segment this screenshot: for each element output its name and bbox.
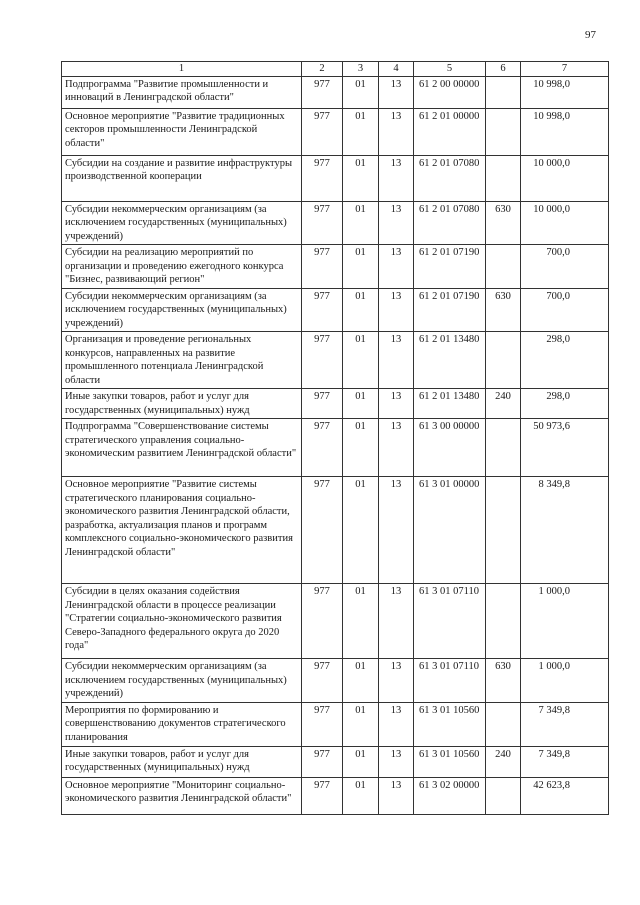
row-code-target: 61 2 01 07190 [414,288,486,332]
row-name: Основное мероприятие "Развитие системы стратегического планирования социально-экономического развития Ленинградской области, разработка, актуализация планов и программ комплексного социально-экономического развития Ленинградской области" [62,477,302,584]
table-body [62,62,609,815]
row-code-subsection: 13 [379,659,414,703]
table-row [62,389,609,419]
table-row [62,288,609,332]
row-code-section: 01 [343,108,379,155]
row-code-type [486,702,521,746]
table-row [62,155,609,201]
row-amount: 10 000,0 [521,201,609,245]
table-row [62,76,609,108]
row-code-type [486,155,521,201]
row-amount: 1 000,0 [521,659,609,703]
row-code-type: 630 [486,288,521,332]
row-name: Субсидии некоммерческим организациям (за исключением государственных (муниципальных) учреждений) [62,659,302,703]
row-name: Подпрограмма "Развитие промышленности и инноваций в Ленинградской области" [62,76,302,108]
row-code-admin: 977 [302,702,343,746]
table-header-row [62,62,609,77]
row-code-admin: 977 [302,419,343,477]
row-code-admin: 977 [302,746,343,777]
page-number: 97 [585,29,596,41]
row-code-subsection: 13 [379,419,414,477]
row-name: Субсидии некоммерческим организациям (за исключением государственных (муниципальных) учреждений) [62,288,302,332]
row-code-section: 01 [343,584,379,659]
row-code-target: 61 3 01 00000 [414,477,486,584]
row-code-type [486,332,521,389]
row-code-admin: 977 [302,477,343,584]
row-code-target: 61 3 01 10560 [414,746,486,777]
row-code-section: 01 [343,777,379,814]
table-row [62,419,609,477]
row-code-target: 61 3 02 00000 [414,777,486,814]
row-code-target: 61 2 01 07190 [414,245,486,289]
row-amount: 42 623,8 [521,777,609,814]
row-code-subsection: 13 [379,777,414,814]
table-row [62,477,609,584]
row-code-admin: 977 [302,332,343,389]
row-code-target: 61 3 01 07110 [414,659,486,703]
row-code-target: 61 2 01 13480 [414,389,486,419]
row-code-subsection: 13 [379,245,414,289]
row-code-target: 61 2 00 00000 [414,76,486,108]
table-row [62,245,609,289]
row-code-target: 61 2 01 00000 [414,108,486,155]
table-row [62,702,609,746]
row-code-section: 01 [343,659,379,703]
table-row [62,584,609,659]
row-name: Субсидии в целях оказания содействия Ленинградской области в процессе реализации "Стратегии социально-экономического развития Северо-Западного федерального округа до 2020 года" [62,584,302,659]
row-code-admin: 977 [302,777,343,814]
row-code-type [486,584,521,659]
row-code-subsection: 13 [379,76,414,108]
row-code-subsection: 13 [379,201,414,245]
row-code-type [486,477,521,584]
row-amount: 700,0 [521,288,609,332]
row-code-section: 01 [343,332,379,389]
row-name: Иные закупки товаров, работ и услуг для государственных (муниципальных) нужд [62,746,302,777]
row-code-section: 01 [343,201,379,245]
row-amount: 7 349,8 [521,746,609,777]
row-code-admin: 977 [302,76,343,108]
row-code-section: 01 [343,155,379,201]
row-code-type: 240 [486,746,521,777]
row-amount: 10 000,0 [521,155,609,201]
row-name: Организация и проведение региональных конкурсов, направленных на развитие промышленного потенциала Ленинградской области [62,332,302,389]
row-code-subsection: 13 [379,155,414,201]
row-code-section: 01 [343,477,379,584]
row-code-subsection: 13 [379,288,414,332]
row-code-target: 61 3 01 07110 [414,584,486,659]
row-code-section: 01 [343,702,379,746]
row-code-type [486,76,521,108]
row-amount: 10 998,0 [521,76,609,108]
row-code-admin: 977 [302,155,343,201]
row-code-admin: 977 [302,108,343,155]
row-code-target: 61 2 01 07080 [414,201,486,245]
row-code-section: 01 [343,419,379,477]
row-code-admin: 977 [302,584,343,659]
row-code-subsection: 13 [379,108,414,155]
row-code-type: 240 [486,389,521,419]
budget-table [61,61,609,815]
row-amount: 7 349,8 [521,702,609,746]
row-name: Подпрограмма "Совершенствование системы стратегического управления социально-экономическим развитием Ленинградской области" [62,419,302,477]
row-amount: 8 349,8 [521,477,609,584]
row-name: Субсидии на создание и развитие инфраструктуры производственной кооперации [62,155,302,201]
row-name: Основное мероприятие "Мониторинг социально-экономического развития Ленинградской области" [62,777,302,814]
row-code-type [486,108,521,155]
table-row [62,659,609,703]
row-code-target: 61 3 00 00000 [414,419,486,477]
row-code-type [486,245,521,289]
column-header: 4 [379,62,414,77]
row-code-section: 01 [343,245,379,289]
row-code-admin: 977 [302,201,343,245]
table-row [62,777,609,814]
row-code-section: 01 [343,389,379,419]
row-code-target: 61 2 01 13480 [414,332,486,389]
row-code-type: 630 [486,659,521,703]
table-row [62,201,609,245]
row-name: Субсидии некоммерческим организациям (за исключением государственных (муниципальных) учреждений) [62,201,302,245]
row-amount: 10 998,0 [521,108,609,155]
row-name: Субсидии на реализацию мероприятий по организации и проведению ежегодного конкурса "Бизнес, развивающий регион" [62,245,302,289]
row-code-subsection: 13 [379,702,414,746]
row-code-admin: 977 [302,659,343,703]
row-code-admin: 977 [302,389,343,419]
row-name: Иные закупки товаров, работ и услуг для государственных (муниципальных) нужд [62,389,302,419]
column-header: 1 [62,62,302,77]
row-code-target: 61 2 01 07080 [414,155,486,201]
row-name: Мероприятия по формированию и совершенствованию документов стратегического планирования [62,702,302,746]
column-header: 2 [302,62,343,77]
column-header: 7 [521,62,609,77]
row-amount: 298,0 [521,389,609,419]
row-code-admin: 977 [302,245,343,289]
row-code-target: 61 3 01 10560 [414,702,486,746]
row-code-subsection: 13 [379,746,414,777]
row-amount: 1 000,0 [521,584,609,659]
column-header: 3 [343,62,379,77]
row-code-section: 01 [343,746,379,777]
row-code-subsection: 13 [379,389,414,419]
table-row [62,332,609,389]
row-code-type [486,777,521,814]
row-code-type: 630 [486,201,521,245]
row-amount: 50 973,6 [521,419,609,477]
row-code-section: 01 [343,76,379,108]
row-name: Основное мероприятие "Развитие традиционных секторов промышленности Ленинградской области" [62,108,302,155]
row-code-subsection: 13 [379,584,414,659]
row-code-type [486,419,521,477]
column-header: 6 [486,62,521,77]
column-header: 5 [414,62,486,77]
row-code-admin: 977 [302,288,343,332]
row-code-section: 01 [343,288,379,332]
row-code-subsection: 13 [379,477,414,584]
row-amount: 700,0 [521,245,609,289]
row-amount: 298,0 [521,332,609,389]
table-row [62,746,609,777]
row-code-subsection: 13 [379,332,414,389]
table-row [62,108,609,155]
